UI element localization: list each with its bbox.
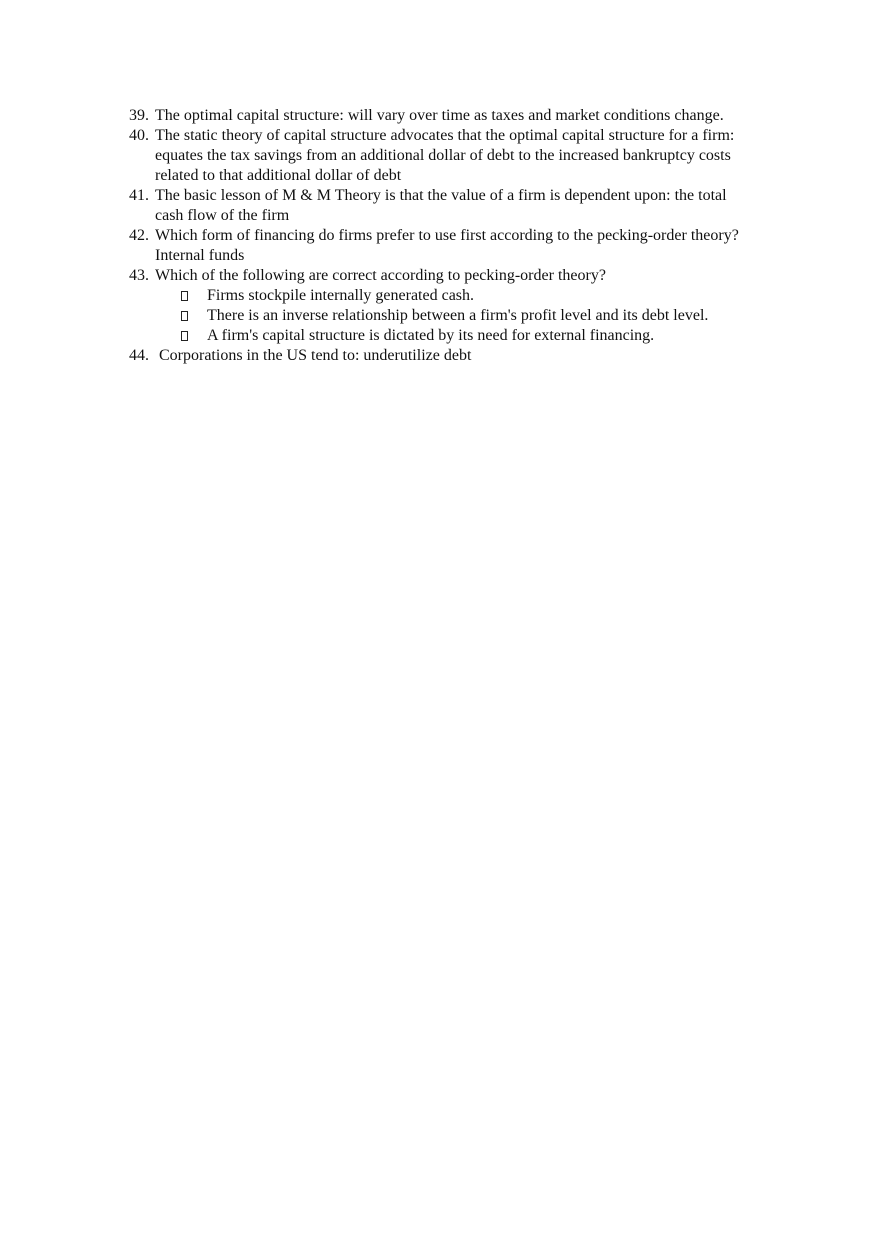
checkbox-square-icon [181,286,207,306]
question-43-options-row [129,286,749,346]
question-39 [129,106,749,126]
option-text: There is an inverse relationship between a firm's profit level and its debt level. [207,307,709,324]
question-text: The static theory of capital structure advocates that the optimal capital structure for a firm: equates the tax savings from an additional dollar of debt to the increased bankruptcy costs related to that additional dollar of debt [155,127,735,184]
question-list [129,106,749,366]
checkbox-square-icon [181,306,207,326]
question-number: 44. [129,347,149,364]
checkbox-square-icon [181,326,207,346]
option-list [129,286,749,346]
option-item [181,286,749,306]
option-item [181,326,749,346]
question-number: 41. [129,187,149,204]
question-40 [129,126,749,186]
option-text: A firm's capital structure is dictated by its need for external financing. [207,327,655,344]
question-number: 39. [129,107,149,124]
question-text: Which form of financing do firms prefer to use first according to the pecking-order theory? Internal funds [155,227,739,264]
question-42 [129,226,749,266]
question-44 [129,346,749,366]
question-text: Corporations in the US tend to: underutilize debt [159,347,472,364]
question-number: 40. [129,127,149,144]
option-text: Firms stockpile internally generated cash. [207,287,475,304]
question-body [155,266,749,286]
question-41 [129,186,749,226]
option-item [181,306,749,326]
question-number: 43. [129,267,149,284]
question-43 [129,266,749,286]
question-text: The optimal capital structure: will vary over time as taxes and market conditions change. [155,107,724,124]
question-text: Which of the following are correct according to pecking-order theory? [155,267,606,284]
question-list-container [129,106,749,366]
question-text: The basic lesson of M & M Theory is that the value of a firm is dependent upon: the total cash flow of the firm [155,187,727,224]
question-number: 42. [129,227,149,244]
